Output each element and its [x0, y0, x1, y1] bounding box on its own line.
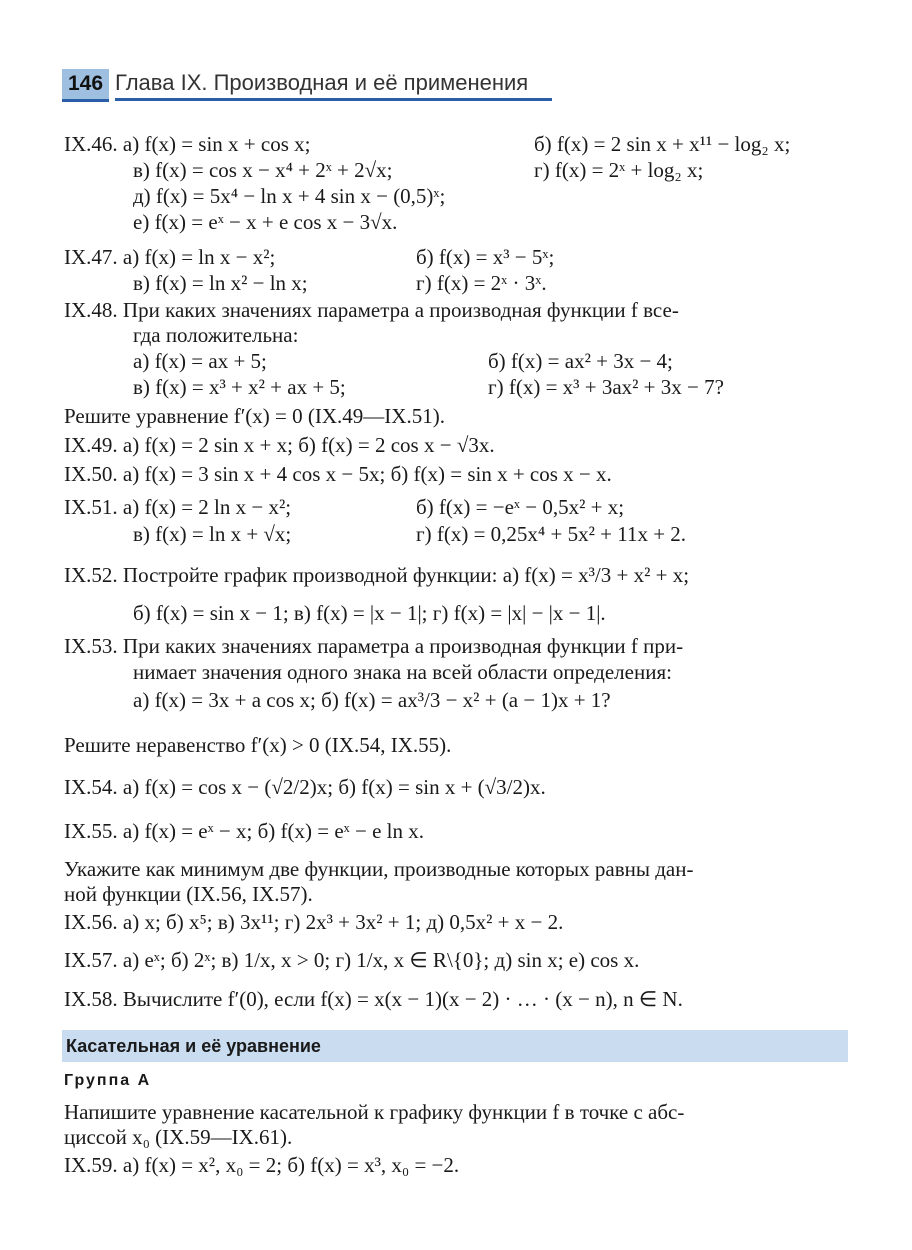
text-line: г) f(x) = 2ˣ · 3ˣ. [416, 271, 547, 295]
page-header [62, 68, 552, 102]
section-title: Касательная и её уравнение [62, 1030, 848, 1062]
text-line: циссой x₀ (IX.59—IX.61). [64, 1125, 293, 1149]
text-line: IX.55. а) f(x) = eˣ − x; б) f(x) = eˣ − e ln x. [64, 819, 425, 843]
text-line: гда положительна: [133, 323, 299, 347]
text-line: IX.50. а) f(x) = 3 sin x + 4 cos x − 5x; б) f(x) = sin x + cos x − x. [64, 462, 612, 486]
text-line: IX.53. При каких значениях параметра a производная функции f при- [64, 634, 684, 658]
text-line: б) f(x) = sin x − 1; в) f(x) = |x − 1|; г) f(x) = |x| − |x − 1|. [133, 601, 606, 625]
text-line: д) f(x) = 5x⁴ − ln x + 4 sin x − (0,5)ˣ; [133, 184, 446, 208]
text-line: IX.59. а) f(x) = x², x₀ = 2; б) f(x) = x³, x₀ = −2. [64, 1153, 460, 1177]
text-line: ной функции (IX.56, IX.57). [64, 882, 313, 906]
text-line: е) f(x) = eˣ − x + e cos x − 3√x. [133, 210, 398, 234]
text-line: Решите неравенство f′(x) > 0 (IX.54, IX.55). [64, 733, 452, 757]
page-number: 146 [62, 69, 109, 102]
text-line: нимает значения одного знака на всей области определения: [133, 660, 672, 684]
group-title: Группа А [64, 1072, 152, 1089]
text-line: б) f(x) = −eˣ − 0,5x² + x; [416, 495, 625, 519]
text-line: IX.47. а) f(x) = ln x − x²; [64, 245, 276, 269]
chapter-title: Глава IX. Производная и её применения [115, 69, 552, 101]
text-line: б) f(x) = ax² + 3x − 4; [488, 349, 673, 373]
text-line: IX.52. Постройте график производной функции: а) f(x) = x³/3 + x² + x; [64, 563, 690, 587]
text-line: а) f(x) = ax + 5; [133, 349, 267, 373]
text-line: IX.46. а) f(x) = sin x + cos x; [64, 132, 311, 156]
text-line: IX.48. При каких значениях параметра a производная функции f все- [64, 298, 679, 322]
text-line: Укажите как минимум две функции, производные которых равны дан- [64, 857, 694, 881]
text-line: в) f(x) = x³ + x² + ax + 5; [133, 375, 346, 399]
text-line: Напишите уравнение касательной к графику функции f в точке с абс- [64, 1100, 685, 1124]
text-line: б) f(x) = 2 sin x + x¹¹ − log₂ x; [534, 132, 791, 156]
text-line: IX.56. а) x; б) x⁵; в) 3x¹¹; г) 2x³ + 3x² + 1; д) 0,5x² + x − 2. [64, 910, 564, 934]
text-line: г) f(x) = x³ + 3ax² + 3x − 7? [488, 375, 724, 399]
text-line: IX.49. а) f(x) = 2 sin x + x; б) f(x) = 2 cos x − √3x. [64, 433, 495, 457]
text-line: IX.57. а) eˣ; б) 2ˣ; в) 1/x, x > 0; г) 1/x, x ∈ R\{0}; д) sin x; е) cos x. [64, 948, 640, 972]
text-line: б) f(x) = x³ − 5ˣ; [416, 245, 555, 269]
text-line: в) f(x) = ln x² − ln x; [133, 271, 308, 295]
text-line: а) f(x) = 3x + a cos x; б) f(x) = ax³/3 − x² + (a − 1)x + 1? [133, 688, 611, 712]
text-line: Решите уравнение f′(x) = 0 (IX.49—IX.51). [64, 404, 445, 428]
text-line: IX.51. а) f(x) = 2 ln x − x²; [64, 495, 292, 519]
text-line: IX.54. а) f(x) = cos x − (√2/2)x; б) f(x) = sin x + (√3/2)x. [64, 775, 546, 799]
text-line: г) f(x) = 0,25x⁴ + 5x² + 11x + 2. [416, 522, 687, 546]
text-line: в) f(x) = ln x + √x; [133, 522, 292, 546]
text-line: IX.58. Вычислите f′(0), если f(x) = x(x − 1)(x − 2) · … · (x − n), n ∈ N. [64, 987, 683, 1011]
text-line: в) f(x) = cos x − x⁴ + 2ˣ + 2√x; [133, 158, 393, 182]
text-line: г) f(x) = 2ˣ + log₂ x; [534, 158, 704, 182]
